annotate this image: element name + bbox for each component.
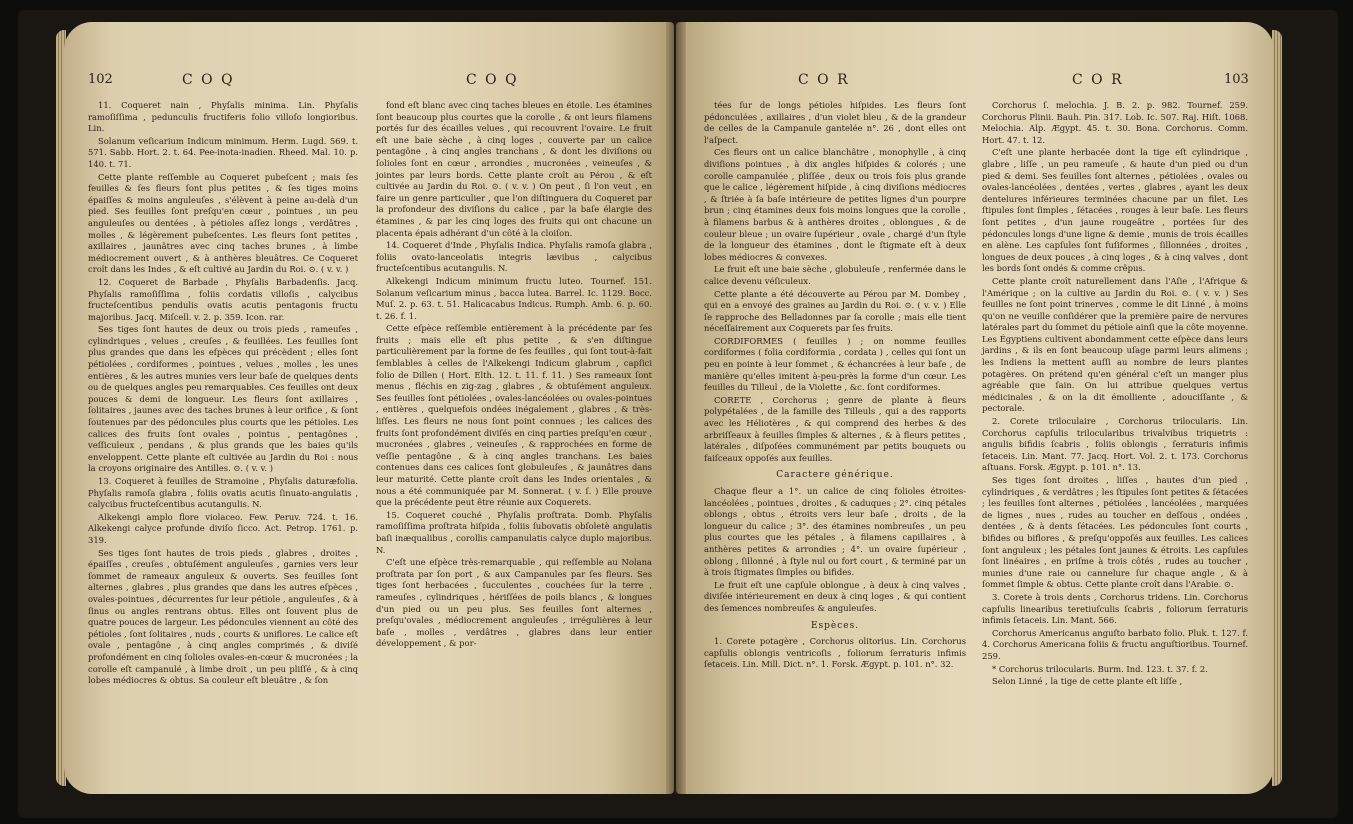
paragraph: C'eſt une plante herbacée dont la tige eſt cylindrique , glabre , liſſe , un peu rameuſe , & haute d'un pied ou d'un pied & demi. Ses feuilles ſont alternes , pétiolées , ovales ou ovales-lancéolées , dentées , vertes , glabres , ayant les deux dentelures inférieures terminées chacune par un filet. Les ſtipules ſont ſimples , ſétacées , rouges à leur baſe. Les fleurs ſont petites , d'un jaune rougeâtre , portées ſur des pédoncules longs d'une ligne & demie , munis de trois écailles en alène. Les capſules ſont fuſiformes , ſillonnées , droites , longues de deux pouces , à cinq loges , & à cinq valves , dont les bords ſont ondés & comme crêpus. — [982, 147, 1248, 274]
section-heading: Espèces. — [810, 620, 860, 631]
paragraph: CORETE , Corchorus ; genre de plante à fleurs polypétalées , de la famille des Tilleuls , qui a des rapports avec les Héliotères , & qui comprend des herbes & des arbriſſeaux à feuilles ſimples & alternes , & à fleurs petites , latérales , diſpoſées communément par petits bouquets ou faiſceaux oppoſés aux feuilles. — [704, 394, 966, 463]
paragraph: 2. Corete triloculaire , Corchorus trilocularis. Lin. Corchorus capſulis trilocularibus trivalvibus triquetris : angulis bifidis ſcabris , foliis oblongis , ſerraturis infimis ſetaceis. Lin. Mant. 77. Jacq. Hort. Vol. 2. t. 173. Corchorus aſtuans. Forsk. Ægypt. p. 101. n°. 13. — [982, 416, 1248, 473]
paragraph: Chaque fleur a 1°. un calice de cinq folioles étroites-lancéolées , pointues , droites , & caduques ; 2°. cinq pétales oblongs , obtus , étroits vers leur baſe , droits , de la longueur du calice ; 3°. des étamines nombreuſes , un peu plus courtes que les pétales , à filamens capillaires , à anthères petites & arrondies ; 4°. un ovaire ſupérieur , oblong , ſillonné , à ſtyle nul ou fort court , & terminé par un à trois ſtigmates ſimples ou bifides. — [704, 486, 966, 578]
paragraph: * Corchorus trilocularis. Burm. Ind. 123. t. 37. f. 2. — [992, 663, 1208, 674]
paragraph: Ces fleurs ont un calice blanchâtre , monophylle , à cinq diviſions pointues , à dix angles hiſpides & colorés ; une corolle campanulée , pliſſée , deux ou trois fois plus grande que le calice , légèrement hiſpide , à cinq diviſions médiocres , & ſtriée à ſa baſe intérieure de petites lignes d'un pourpre brun ; cinq étamines deux fois moins longues que la corolle , à filamens barbus & à anthères droites , oblongues , & de couleur bleue ; un ovaire ſupérieur , ovale , chargé d'un ſtyle de la longueur des étamines , dont le ſtigmate eſt à deux lobes médiocres & convexes. — [704, 147, 966, 262]
left-page-column-1 — [88, 100, 358, 688]
running-head-right-col1: C O R — [798, 72, 850, 88]
paragraph: 15. Coqueret couché , Phyſalis proſtrata. Domb. Phyſalis ramoſiſſima proſtrata hiſpida , foliis ſubovatis obſoletè angulatis baſi inæqualibus , corollis campanulatis calyce duplo majoribus. N. — [376, 509, 652, 555]
paragraph: Le fruit eſt une baie sèche , globuleuſe , renfermée dans le calice devenu véſiculeux. — [704, 264, 966, 286]
page-number-left: 102 — [88, 72, 113, 87]
paragraph: 14. Coqueret d'Inde , Phyſalis Indica. Phyſalis ramoſa glabra , foliis ovato-lanceolatis integris lævibus , calycibus fructeſcentibus acutangulis. N. — [376, 240, 652, 274]
paragraph: C'eſt une eſpèce très-remarquable , qui reſſemble au Nolana proſtrata par ſon port , & aux Campanules par ſes fleurs. Ses tiges ſont herbacées , ſucculentes , couchées ſur la terre , rameuſes , cylindriques , hériſſées de poils blancs , & longues d'un pied ou un peu plus. Ses feuilles ſont alternes , preſqu'ovales , médiocrement anguleuſes , irrégulières à leur baſe , molles , verdâtres , glabres dans leur entier développement , & por- — [376, 557, 652, 649]
page-number-right: 103 — [1224, 72, 1249, 87]
paragraph: CORDIFORMES ( feuilles ) ; on nomme feuilles cordiformes ( folia cordiformia , cordata ) , celles qui ſont un peu en pointe à leur ſommet , & échancrées à leur baſe , de manière qu'elles imitent à-peu-près la forme d'un cœur. Les feuilles du Tilleul , de la Violette , &c. ſont cordiformes. — [704, 335, 966, 393]
paragraph: Alkekengi amplo flore violaceo. Few. Peruv. 724. t. 16. Alkekengi calyce profunde diviſo ſicco. Act. Petrop. 1761. p. 319. — [88, 511, 358, 545]
right-page-column-2 — [982, 100, 1248, 689]
running-head-left-col2: C O Q — [466, 72, 519, 88]
paragraph: Corchorus Americanus anguſto barbato folio. Pluk. t. 127. f. 4. Corchorus Americana foliis & fructu anguſtioribus. Tournef. 259. — [982, 627, 1248, 661]
paragraph: Corchorus ſ. melochia. J. B. 2. p. 982. Tournef. 259. Corchorus Plinii. Bauh. Pin. 317. Lob. Ic. 507. Raj. Hiſt. 1068. Melochia. Alp. Ægypt. 45. t. 30. Bona. Corchorus. Comm. Hort. 47. t. 12. — [982, 100, 1248, 145]
running-head-right-col2: C O R — [1072, 72, 1124, 88]
paragraph: Ses tiges ſont droites , liſſes , hautes d'un pied , cylindriques , & verdâtres ; les ſtipules ſont petites & ſétacées ; les feuilles ſont alternes , pétiolées , lancéolées , marquées de lignes , nues , rudes au toucher en deſſous , ondées , dentées , & à dents ſétacées. Les pédoncules ſont courts , bifides ou biflores , & preſqu'oppoſés aux feuilles. Les calices ſont anguleux ; les pétales ſont jaunes & étroits. Les capſules ſont linéaires , en priſme à trois côtés , rudes au toucher , munies d'une raie ou cannelure ſur chaque angle , & à ſommet ſimple & obtus. Cette plante croît dans l'Arabie. ⊙. — [982, 475, 1248, 590]
paragraph: Cette plante reſſemble au Coqueret pubeſcent ; mais ſes feuilles & ſes fleurs ſont plus petites , & ſes tiges moins épaiſſes & moins anguleuſes , s'élèvent à peine au-delà d'un pied. Ses feuilles ſont preſqu'en cœur , pointues , un peu anguleuſes ou dentées , à pétioles aſſez longs , verdâtres , molles , & légèrement pubeſcentes. Les fleurs ſont petites , axillaires , jaunâtres avec cinq taches brunes , à limbe médiocrement ouvert , & à anthères bleuâtres. Ce Coqueret croît dans les Indes , & eſt cultivé au Jardin du Roi. ⊙. ( v. v. ) — [88, 171, 358, 275]
paragraph: Ses tiges ſont hautes de deux ou trois pieds , rameuſes , cylindriques , velues , creuſes , & feuillées. Les feuilles ſont plus grandes que dans les eſpèces qui précèdent ; elles ſont pétiolées , cordiformes , pointues , velues , molles , les unes entières , & les autres munies vers leur baſe de quelques dents ou de quelques angles peu remarquables. Ces feuilles ont deux pouces & demi de longueur. Les fleurs ſont axillaires , ſolitaires , jaunes avec des taches brunes à leur orifice , & ſont ſoutenues par des pédoncules plus courts que les pétioles. Les calices des fruits ſont ovales , pointus , pentagônes , veſſiculeux , pendans , & plus grands que les baies qu'ils enveloppent. Cette plante eſt cultivée au Jardin du Roi : nous la croyons originaire des Antilles. ⊙. ( v. v. ) — [88, 324, 358, 474]
paragraph: tées ſur de longs pétioles hiſpides. Les fleurs ſont pédonculées , axillaires , d'un violet bleu , & de la grandeur de celles de la Campanule gantelée n°. 26 , dont elles ont l'aſpect. — [704, 100, 966, 145]
paragraph: Ses tiges ſont hautes de trois pieds , glabres , droites , épaiſſes , creuſes , obtuſément anguleuſes , garnies vers leur ſommet de rameaux anguleux & ouverts. Ses feuilles ſont alternes , glabres , plus grandes que dans les autres eſpèces , ovales-pointues , décurrentes ſur leur pétiole , anguleuſes , & à ſinus ou angles rentrans obtus. Elles ont ſouvent plus de quatre pouces de largeur. Les pédoncules viennent au côté des pétioles , ſont ſolitaires , nuds , courts & uniflores. Le calice eſt ovale , pentagône , à cinq angles comprimés , & diviſé profondément en cinq ſolioles ovales-en-cœur & mucronées ; la corolle eſt campanulé , à limbe droit , un peu pliſſé , & à cinq lobes médiocres & obtus. Sa couleur eſt bleuâtre , & ſon — [88, 547, 358, 686]
paragraph: 12. Coqueret de Barbade , Phyſalis Barbadenſis. Jacq. Phyſalis ramoſiſſima , foliis cordatis villoſis , calycibus fructeſcentibus pendulis ovatis acutis pentagonis fructu majoribus. Jacq. Miſcell. v. 2. p. 359. Icon. rar. — [88, 276, 358, 322]
paragraph: 3. Corete à trois dents , Corchorus tridens. Lin. Corchorus capſulis linearibus teretiuſculis ſcabris , foliorum ſerraturis infimis ſetaceis. Lin. Mant. 566. — [982, 591, 1248, 626]
paragraph: Selon Linné , la tige de cette plante eſt liſſe , — [992, 676, 1183, 687]
paragraph: Alkekengi Indicum minimum fructu luteo. Tournef. 151. Solanum veſicarium minus , bacca lutea. Barrel. Ic. 1129. Bocc. Muſ. 2. p. 63. t. 51. Halicacabus Indicus. Rumph. Amb. 6. p. 60. t. 26. f. 1. — [376, 275, 652, 321]
right-page-column-1 — [704, 100, 966, 672]
paragraph: 11. Coqueret nain , Phyſalis minima. Lin. Phyſalis ramoſiſſima , pedunculis fructiferis folio villoſo longioribus. Lin. — [88, 100, 358, 134]
paragraph: Le fruit eſt une capſule oblongue , à deux à cinq valves , diviſée intérieurement en deux à cinq loges , & qui contient des ſemences nombreuſes & anguleuſes. — [704, 579, 966, 613]
left-page — [64, 22, 674, 794]
right-page — [676, 22, 1274, 794]
paragraph: 1. Corete potagère , Corchorus olitorius. Lin. Corchorus capſulis oblongis ventricoſis , foliorum ſerraturis infimis ſetaceis. Lin. Mill. Dict. n°. 1. Forsk. Ægypt. p. 101. n°. 32. — [704, 636, 966, 670]
paragraph: Cette plante croît naturellement dans l'Aſie , l'Afrique & l'Amérique ; on la cultive au Jardin du Roi. ⊙. ( v. v. ) Ses feuilles ne ſont point trinerves , comme le dit Linné , à moins qu'on ne veuille conſidérer que la première paire de nervures latérales part du ſommet du pétiole ainſi que la côte moyenne. Les Égyptiens cultivent abondamment cette eſpèce dans leurs jardins , & ils en ſont beaucoup uſage parmi leurs alimens ; les Indiens la mettent auſſi au nombre de leurs plantes potagères. On prétend qu'en général c'eſt un manger plus agréable que ſain. On lui attribue quelques vertus médicinales , & on la dit émolliente , adouciſſante , & pectorale. — [982, 275, 1248, 414]
book-gutter — [666, 22, 686, 794]
paragraph: fond eſt blanc avec cinq taches bleues en étoile. Les étamines ſont beaucoup plus courtes que la corolle , & ont leurs filamens portés ſur des écailles velues , qui recouvrent l'ovaire. Le fruit eſt une baie sèche , à cinq loges , couverte par un calice pentagône , à cinq angles tranchans , & dont les diviſions ou ſolioles ſont en cœur , arrondies , mucronées , veineuſes , & jointes par leurs bords. Cette plante croît au Pérou , & eſt cultivée au Jardin du Roi. ⊙. ( v. v. ) On peut , ſi l'on veut , en faire un genre particulier , que l'on diſtinguera du Coqueret par la profondeur des diviſions du calice , par la baſe élargie des étamines , & par les cinq loges des fruits qui ont chacune un placenta épais adhérant d'un côté à la cloiſon. — [376, 100, 652, 238]
paragraph: Solanum veſicarium Indicum minimum. Herm. Lugd. 569. t. 571. Sabb. Hort. 2. t. 64. Pee-inota-inadien. Rheed. Mal. 10. p. 140. t. 71. — [88, 135, 358, 169]
running-head-left-col1: C O Q — [182, 72, 235, 88]
paragraph: Cette eſpèce reſſemble entièrement à la précédente par ſes fruits ; mais elle eſt plus petite , & s'en diſtingue particulièrement par la forme de ſes feuilles , qui ſont tout-à-fait ſemblables à celles de l'Alkekengi Indicum glabrum , capſici folio de Dillen ( Hort. Elth. 12. t. 11. f. 11. ) Ses rameaux ſont menus , fléchis en zig-zag , glabres , & obtuſément anguleux. Ses feuilles ſont pétiolées , ovales-lancéolées ou ovales-pointues , entières , quelquefois ondées inégalement , glabres , & très-liſſes. Les fleurs ne nous ſont point connues ; les calices des fruits ſont profondément diviſés en cinq parties preſqu'en cœur , mucronées , glabres , veineuſes , & rapprochées en forme de veſſie pentagône , & à cinq angles tranchans. Les baies contenues dans ces calices ſont globuleuſes , & jaunâtres dans leur maturité. Cette plante croît dans les Indes orientales , & nous a été communiquée par M. Sonnerat. ( v. ſ. ) Elle prouve que la précédente peut être réunie aux Coquerets. — [376, 323, 652, 508]
paragraph: 13. Coqueret à feuilles de Stramoine , Phyſalis daturæfolia. Phyſalis ramoſa glabra , foliis ovatis acutis ſinuato-angulatis , calycibus fructeſcentibus acutangulis. N. — [88, 476, 358, 510]
left-page-column-2 — [376, 100, 652, 651]
section-heading: Caractere générique. — [776, 470, 894, 481]
paragraph: Cette plante a été découverte au Pérou par M. Dombey , qui en a envoyé des graines au Jardin du Roi. ⊙. ( v. v. ) Elle ſe rapproche des Belladonnes par ſa corolle ; mais elle tient néceſſairement aux Coquerets par ſes fruits. — [704, 288, 966, 334]
